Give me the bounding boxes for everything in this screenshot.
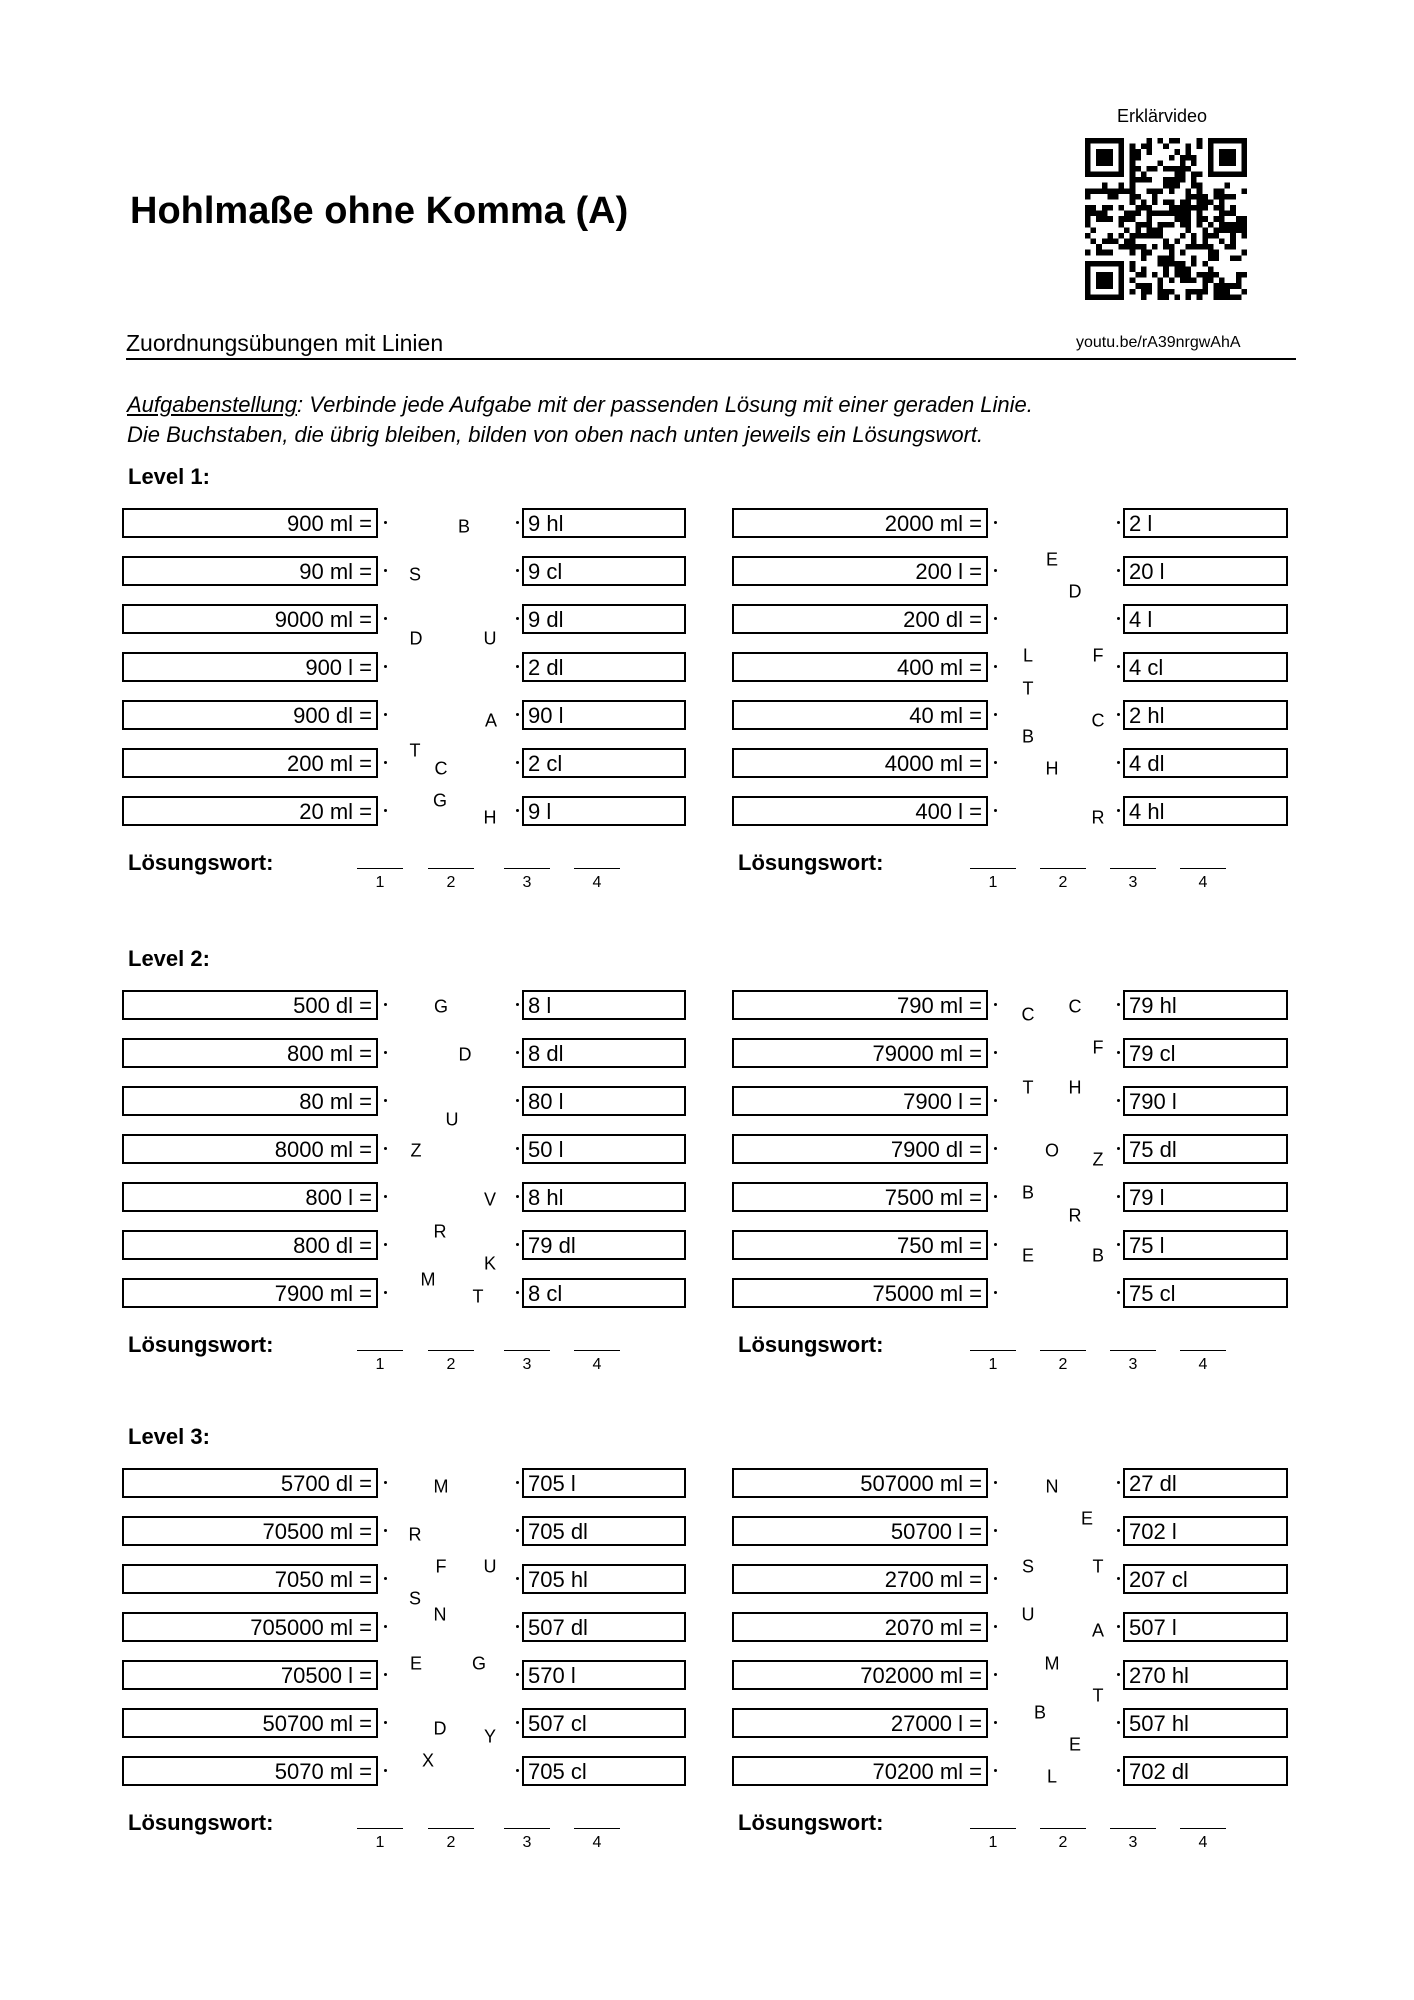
answer-connect-dot[interactable] — [1117, 1243, 1120, 1246]
scatter-letter: N — [433, 1604, 447, 1625]
scatter-letter: U — [483, 628, 497, 649]
answer-connect-dot[interactable] — [1117, 1625, 1120, 1628]
question-connect-dot[interactable] — [994, 665, 997, 668]
question-connect-dot[interactable] — [384, 1099, 387, 1102]
answer-box: 9 cl — [522, 556, 686, 586]
question-connect-dot[interactable] — [994, 1099, 997, 1102]
answer-connect-dot[interactable] — [516, 665, 519, 668]
answer-connect-dot[interactable] — [516, 1577, 519, 1580]
question-connect-dot[interactable] — [384, 1625, 387, 1628]
scatter-letter: F — [435, 1556, 447, 1577]
answer-box: 2 hl — [1123, 700, 1288, 730]
answer-box: 79 cl — [1123, 1038, 1288, 1068]
solution-blank[interactable] — [428, 1350, 474, 1351]
scatter-letter: L — [1022, 645, 1034, 666]
qr-code-icon[interactable] — [1085, 138, 1247, 300]
question-connect-dot[interactable] — [994, 1529, 997, 1532]
scatter-letter: X — [421, 1750, 435, 1771]
scatter-letter: M — [433, 1476, 449, 1497]
question-connect-dot[interactable] — [384, 1481, 387, 1484]
solution-blank[interactable] — [1040, 1350, 1086, 1351]
scatter-letter: V — [483, 1189, 497, 1210]
question-box: 702000 ml = — [732, 1660, 988, 1690]
scatter-letter: E — [1068, 1734, 1082, 1755]
scatter-letter: T — [472, 1286, 484, 1307]
solution-blank-number: 2 — [1058, 1356, 1068, 1373]
scatter-letter: D — [409, 628, 423, 649]
scatter-letter: K — [483, 1253, 497, 1274]
answer-connect-dot[interactable] — [1117, 1291, 1120, 1294]
answer-connect-dot[interactable] — [516, 713, 519, 716]
answer-connect-dot[interactable] — [1117, 1721, 1120, 1724]
answer-connect-dot[interactable] — [1117, 617, 1120, 620]
scatter-letter: C — [1021, 1004, 1035, 1025]
answer-connect-dot[interactable] — [1117, 1529, 1120, 1532]
answer-connect-dot[interactable] — [1117, 1481, 1120, 1484]
level-heading: Level 3: — [128, 1424, 210, 1449]
question-connect-dot[interactable] — [994, 1721, 997, 1724]
level-heading: Level 1: — [128, 464, 210, 489]
question-box: 9000 ml = — [122, 604, 378, 634]
answer-box: 20 l — [1123, 556, 1288, 586]
answer-box: 4 l — [1123, 604, 1288, 634]
scatter-letter: D — [458, 1044, 472, 1065]
question-connect-dot[interactable] — [994, 809, 997, 812]
answer-box: 270 hl — [1123, 1660, 1288, 1690]
question-connect-dot[interactable] — [994, 1673, 997, 1676]
solution-blank-number: 3 — [1128, 1356, 1138, 1373]
answer-box: 705 l — [522, 1468, 686, 1498]
solution-word-label: Lösungswort: — [128, 1810, 274, 1835]
solution-blank[interactable] — [357, 1350, 403, 1351]
solution-blank-number: 4 — [1198, 1834, 1208, 1851]
scatter-letter: R — [433, 1221, 447, 1242]
question-connect-dot[interactable] — [994, 1625, 997, 1628]
scatter-letter: B — [1091, 1245, 1105, 1266]
question-connect-dot[interactable] — [994, 1147, 997, 1150]
scatter-letter: A — [484, 710, 498, 731]
answer-box: 90 l — [522, 700, 686, 730]
scatter-letter: S — [408, 1588, 422, 1609]
question-connect-dot[interactable] — [384, 1577, 387, 1580]
answer-box: 507 dl — [522, 1612, 686, 1642]
question-connect-dot[interactable] — [994, 1051, 997, 1054]
solution-blank-number: 4 — [592, 1356, 602, 1373]
answer-box: 75 cl — [1123, 1278, 1288, 1308]
scatter-letter: S — [408, 564, 422, 585]
answer-box: 8 hl — [522, 1182, 686, 1212]
solution-blank[interactable] — [357, 1828, 403, 1829]
solution-blank[interactable] — [970, 1350, 1016, 1351]
question-connect-dot[interactable] — [994, 1003, 997, 1006]
answer-connect-dot[interactable] — [1117, 1099, 1120, 1102]
question-connect-dot[interactable] — [994, 761, 997, 764]
solution-blank-number: 1 — [988, 874, 998, 891]
question-box: 800 dl = — [122, 1230, 378, 1260]
scatter-letter: C — [1091, 710, 1105, 731]
question-box: 20 ml = — [122, 796, 378, 826]
answer-connect-dot[interactable] — [516, 761, 519, 764]
solution-blank-number: 4 — [1198, 874, 1208, 891]
solution-blank[interactable] — [428, 1828, 474, 1829]
answer-connect-dot[interactable] — [1117, 569, 1120, 572]
answer-connect-dot[interactable] — [1117, 1577, 1120, 1580]
answer-box: 9 l — [522, 796, 686, 826]
solution-blank[interactable] — [504, 868, 550, 869]
instructions-line-2: Die Buchstaben, die übrig bleiben, bilden von oben nach unten jeweils ein Lösungswort. — [127, 422, 984, 447]
solution-blank-number: 3 — [522, 1356, 532, 1373]
answer-connect-dot[interactable] — [516, 1003, 519, 1006]
qr-label: Erklärvideo — [1117, 106, 1208, 126]
question-box: 75000 ml = — [732, 1278, 988, 1308]
scatter-letter: C — [434, 758, 448, 779]
question-connect-dot[interactable] — [384, 1721, 387, 1724]
scatter-letter: Z — [410, 1140, 422, 1161]
answer-connect-dot[interactable] — [516, 521, 519, 524]
scatter-letter: H — [483, 807, 497, 828]
question-connect-dot[interactable] — [384, 617, 387, 620]
question-box: 79000 ml = — [732, 1038, 988, 1068]
answer-connect-dot[interactable] — [1117, 665, 1120, 668]
question-box: 7050 ml = — [122, 1564, 378, 1594]
solution-blank[interactable] — [1180, 1350, 1226, 1351]
scatter-letter: G — [471, 1653, 487, 1674]
question-connect-dot[interactable] — [384, 1243, 387, 1246]
scatter-letter: T — [409, 740, 421, 761]
scatter-letter: D — [433, 1718, 447, 1739]
answer-connect-dot[interactable] — [1117, 713, 1120, 716]
answer-box: 8 cl — [522, 1278, 686, 1308]
question-box: 8000 ml = — [122, 1134, 378, 1164]
question-box: 50700 ml = — [122, 1708, 378, 1738]
instructions — [127, 390, 1033, 450]
question-box: 5700 dl = — [122, 1468, 378, 1498]
answer-connect-dot[interactable] — [1117, 1147, 1120, 1150]
solution-blank[interactable] — [428, 868, 474, 869]
question-box: 4000 ml = — [732, 748, 988, 778]
answer-connect-dot[interactable] — [516, 1099, 519, 1102]
answer-connect-dot[interactable] — [1117, 809, 1120, 812]
question-box: 900 l = — [122, 652, 378, 682]
solution-blank[interactable] — [574, 1828, 620, 1829]
scatter-letter: G — [432, 790, 448, 811]
answer-box: 705 cl — [522, 1756, 686, 1786]
answer-box: 79 l — [1123, 1182, 1288, 1212]
question-box: 900 ml = — [122, 508, 378, 538]
answer-box: 2 cl — [522, 748, 686, 778]
scatter-letter: R — [408, 1524, 422, 1545]
question-box: 70500 ml = — [122, 1516, 378, 1546]
question-connect-dot[interactable] — [384, 569, 387, 572]
answer-box: 570 l — [522, 1660, 686, 1690]
solution-blank[interactable] — [357, 868, 403, 869]
video-url[interactable]: youtu.be/rA39nrgwAhA — [1076, 334, 1241, 351]
answer-box: 27 dl — [1123, 1468, 1288, 1498]
solution-blank[interactable] — [504, 1350, 550, 1351]
answer-connect-dot[interactable] — [516, 1243, 519, 1246]
solution-word-label: Lösungswort: — [128, 850, 274, 875]
scatter-letter: U — [1021, 1604, 1035, 1625]
solution-blank-number: 4 — [1198, 1356, 1208, 1373]
page-title: Hohlmaße ohne Komma (A) — [130, 190, 629, 232]
scatter-letter: T — [1092, 1556, 1104, 1577]
solution-blank-number: 1 — [988, 1834, 998, 1851]
solution-blank[interactable] — [1180, 868, 1226, 869]
answer-connect-dot[interactable] — [516, 569, 519, 572]
scatter-letter: F — [1092, 1037, 1104, 1058]
solution-blank[interactable] — [1180, 1828, 1226, 1829]
scatter-letter: U — [445, 1109, 459, 1130]
solution-blank-number: 3 — [1128, 1834, 1138, 1851]
answer-box: 705 hl — [522, 1564, 686, 1594]
answer-connect-dot[interactable] — [1117, 1051, 1120, 1054]
answer-box: 2 l — [1123, 508, 1288, 538]
scatter-letter: L — [1046, 1766, 1058, 1787]
question-connect-dot[interactable] — [384, 1003, 387, 1006]
solution-blank-number: 1 — [988, 1356, 998, 1373]
question-box: 790 ml = — [732, 990, 988, 1020]
question-box: 70200 ml = — [732, 1756, 988, 1786]
question-box: 507000 ml = — [732, 1468, 988, 1498]
instructions-line-1: : Verbinde jede Aufgabe mit der passenden Lösung mit einer geraden Linie. — [297, 392, 1033, 417]
scatter-letter: Z — [1092, 1149, 1104, 1170]
answer-box: 75 dl — [1123, 1134, 1288, 1164]
solution-blank[interactable] — [1040, 1828, 1086, 1829]
answer-box: 50 l — [522, 1134, 686, 1164]
question-connect-dot[interactable] — [994, 1481, 997, 1484]
scatter-letter: T — [1022, 678, 1034, 699]
answer-box: 790 l — [1123, 1086, 1288, 1116]
question-box: 400 l = — [732, 796, 988, 826]
scatter-letter: T — [1022, 1077, 1034, 1098]
answer-box: 4 dl — [1123, 748, 1288, 778]
answer-connect-dot[interactable] — [516, 1195, 519, 1198]
solution-blank[interactable] — [970, 1828, 1016, 1829]
answer-box: 2 dl — [522, 652, 686, 682]
question-box: 500 dl = — [122, 990, 378, 1020]
scatter-letter: G — [433, 996, 449, 1017]
solution-blank[interactable] — [1110, 868, 1156, 869]
scatter-letter: A — [1091, 1620, 1105, 1641]
question-box: 70500 l = — [122, 1660, 378, 1690]
answer-connect-dot[interactable] — [516, 809, 519, 812]
solution-blank[interactable] — [970, 868, 1016, 869]
scatter-letter: M — [420, 1269, 436, 1290]
question-box: 200 dl = — [732, 604, 988, 634]
question-box: 705000 ml = — [122, 1612, 378, 1642]
scatter-letter: D — [1068, 581, 1082, 602]
question-box: 50700 l = — [732, 1516, 988, 1546]
question-box: 800 ml = — [122, 1038, 378, 1068]
scatter-letter: T — [1092, 1685, 1104, 1706]
scatter-letter: U — [483, 1556, 497, 1577]
scatter-letter: F — [1092, 645, 1104, 666]
answer-box: 8 l — [522, 990, 686, 1020]
solution-blank-number: 3 — [522, 874, 532, 891]
question-connect-dot[interactable] — [994, 713, 997, 716]
question-box: 900 dl = — [122, 700, 378, 730]
header-divider — [126, 358, 1296, 360]
answer-connect-dot[interactable] — [1117, 761, 1120, 764]
solution-blank[interactable] — [574, 1350, 620, 1351]
scatter-letter: Y — [483, 1726, 497, 1747]
question-box: 27000 l = — [732, 1708, 988, 1738]
question-box: 200 l = — [732, 556, 988, 586]
answer-box: 507 cl — [522, 1708, 686, 1738]
solution-blank[interactable] — [1110, 1350, 1156, 1351]
question-connect-dot[interactable] — [384, 1147, 387, 1150]
solution-blank-number: 4 — [592, 1834, 602, 1851]
question-box: 80 ml = — [122, 1086, 378, 1116]
question-box: 40 ml = — [732, 700, 988, 730]
answer-box: 4 cl — [1123, 652, 1288, 682]
question-connect-dot[interactable] — [994, 1243, 997, 1246]
answer-box: 207 cl — [1123, 1564, 1288, 1594]
question-connect-dot[interactable] — [384, 1769, 387, 1772]
question-connect-dot[interactable] — [384, 1291, 387, 1294]
answer-box: 507 hl — [1123, 1708, 1288, 1738]
scatter-letter: N — [1045, 1476, 1059, 1497]
solution-blank-number: 2 — [446, 1356, 456, 1373]
question-box: 90 ml = — [122, 556, 378, 586]
scatter-letter: O — [1044, 1140, 1060, 1161]
question-box: 800 l = — [122, 1182, 378, 1212]
answer-connect-dot[interactable] — [516, 1529, 519, 1532]
answer-box: 4 hl — [1123, 796, 1288, 826]
answer-box: 705 dl — [522, 1516, 686, 1546]
question-box: 7900 dl = — [732, 1134, 988, 1164]
question-box: 7500 ml = — [732, 1182, 988, 1212]
answer-connect-dot[interactable] — [516, 1291, 519, 1294]
answer-connect-dot[interactable] — [516, 1769, 519, 1772]
question-box: 200 ml = — [122, 748, 378, 778]
solution-blank-number: 2 — [1058, 1834, 1068, 1851]
scatter-letter: C — [1068, 996, 1082, 1017]
question-box: 2000 ml = — [732, 508, 988, 538]
answer-connect-dot[interactable] — [516, 617, 519, 620]
solution-word-label: Lösungswort: — [738, 850, 884, 875]
scatter-letter: R — [1068, 1205, 1082, 1226]
scatter-letter: R — [1091, 807, 1105, 828]
question-connect-dot[interactable] — [994, 1577, 997, 1580]
answer-box: 75 l — [1123, 1230, 1288, 1260]
question-box: 2070 ml = — [732, 1612, 988, 1642]
subtitle: Zuordnungsübungen mit Linien — [126, 330, 444, 356]
question-connect-dot[interactable] — [994, 569, 997, 572]
scatter-letter: S — [1021, 1556, 1035, 1577]
solution-blank-number: 2 — [446, 874, 456, 891]
solution-blank-number: 3 — [522, 1834, 532, 1851]
solution-word-label: Lösungswort: — [128, 1332, 274, 1357]
question-connect-dot[interactable] — [384, 1051, 387, 1054]
answer-connect-dot[interactable] — [1117, 1003, 1120, 1006]
solution-blank-number: 1 — [375, 1356, 385, 1373]
answer-box: 9 dl — [522, 604, 686, 634]
solution-blank-number: 2 — [1058, 874, 1068, 891]
answer-box: 702 dl — [1123, 1756, 1288, 1786]
question-connect-dot[interactable] — [384, 521, 387, 524]
answer-connect-dot[interactable] — [1117, 521, 1120, 524]
answer-connect-dot[interactable] — [516, 1147, 519, 1150]
solution-word-label: Lösungswort: — [738, 1810, 884, 1835]
question-connect-dot[interactable] — [994, 521, 997, 524]
question-box: 2700 ml = — [732, 1564, 988, 1594]
scatter-letter: B — [1033, 1702, 1047, 1723]
scatter-letter: E — [1080, 1508, 1094, 1529]
answer-box: 507 l — [1123, 1612, 1288, 1642]
solution-blank-number: 2 — [446, 1834, 456, 1851]
scatter-letter: B — [457, 516, 471, 537]
answer-box: 8 dl — [522, 1038, 686, 1068]
answer-connect-dot[interactable] — [516, 1051, 519, 1054]
scatter-letter: E — [1045, 549, 1059, 570]
question-box: 5070 ml = — [122, 1756, 378, 1786]
answer-connect-dot[interactable] — [1117, 1673, 1120, 1676]
question-connect-dot[interactable] — [384, 1529, 387, 1532]
instructions-label: Aufgabenstellung — [127, 392, 298, 417]
question-connect-dot[interactable] — [384, 1195, 387, 1198]
answer-connect-dot[interactable] — [1117, 1769, 1120, 1772]
scatter-letter: B — [1021, 1182, 1035, 1203]
answer-box: 702 l — [1123, 1516, 1288, 1546]
answer-connect-dot[interactable] — [516, 1481, 519, 1484]
solution-blank-number: 4 — [592, 874, 602, 891]
scatter-letter: B — [1021, 726, 1035, 747]
solution-word-label: Lösungswort: — [738, 1332, 884, 1357]
solution-blank-number: 1 — [375, 874, 385, 891]
question-connect-dot[interactable] — [384, 761, 387, 764]
answer-connect-dot[interactable] — [516, 1625, 519, 1628]
question-box: 7900 l = — [732, 1086, 988, 1116]
scatter-letter: E — [409, 1653, 423, 1674]
answer-box: 80 l — [522, 1086, 686, 1116]
scatter-letter: H — [1068, 1077, 1082, 1098]
answer-connect-dot[interactable] — [516, 1673, 519, 1676]
question-connect-dot[interactable] — [994, 1291, 997, 1294]
question-box: 400 ml = — [732, 652, 988, 682]
solution-blank[interactable] — [1040, 868, 1086, 869]
answer-connect-dot[interactable] — [1117, 1195, 1120, 1198]
question-connect-dot[interactable] — [384, 809, 387, 812]
question-box: 7900 ml = — [122, 1278, 378, 1308]
question-connect-dot[interactable] — [384, 1673, 387, 1676]
question-box: 750 ml = — [732, 1230, 988, 1260]
scatter-letter: M — [1044, 1653, 1060, 1674]
answer-box: 79 hl — [1123, 990, 1288, 1020]
question-connect-dot[interactable] — [384, 713, 387, 716]
answer-box: 9 hl — [522, 508, 686, 538]
level-heading: Level 2: — [128, 946, 210, 971]
solution-blank[interactable] — [504, 1828, 550, 1829]
answer-box: 79 dl — [522, 1230, 686, 1260]
answer-connect-dot[interactable] — [516, 1721, 519, 1724]
question-connect-dot[interactable] — [994, 1769, 997, 1772]
scatter-letter: E — [1021, 1245, 1035, 1266]
solution-blank[interactable] — [1110, 1828, 1156, 1829]
question-connect-dot[interactable] — [994, 1195, 997, 1198]
solution-blank-number: 1 — [375, 1834, 385, 1851]
solution-blank[interactable] — [574, 868, 620, 869]
scatter-letter: H — [1045, 758, 1059, 779]
solution-blank-number: 3 — [1128, 874, 1138, 891]
question-connect-dot[interactable] — [994, 617, 997, 620]
question-connect-dot[interactable] — [384, 665, 387, 668]
